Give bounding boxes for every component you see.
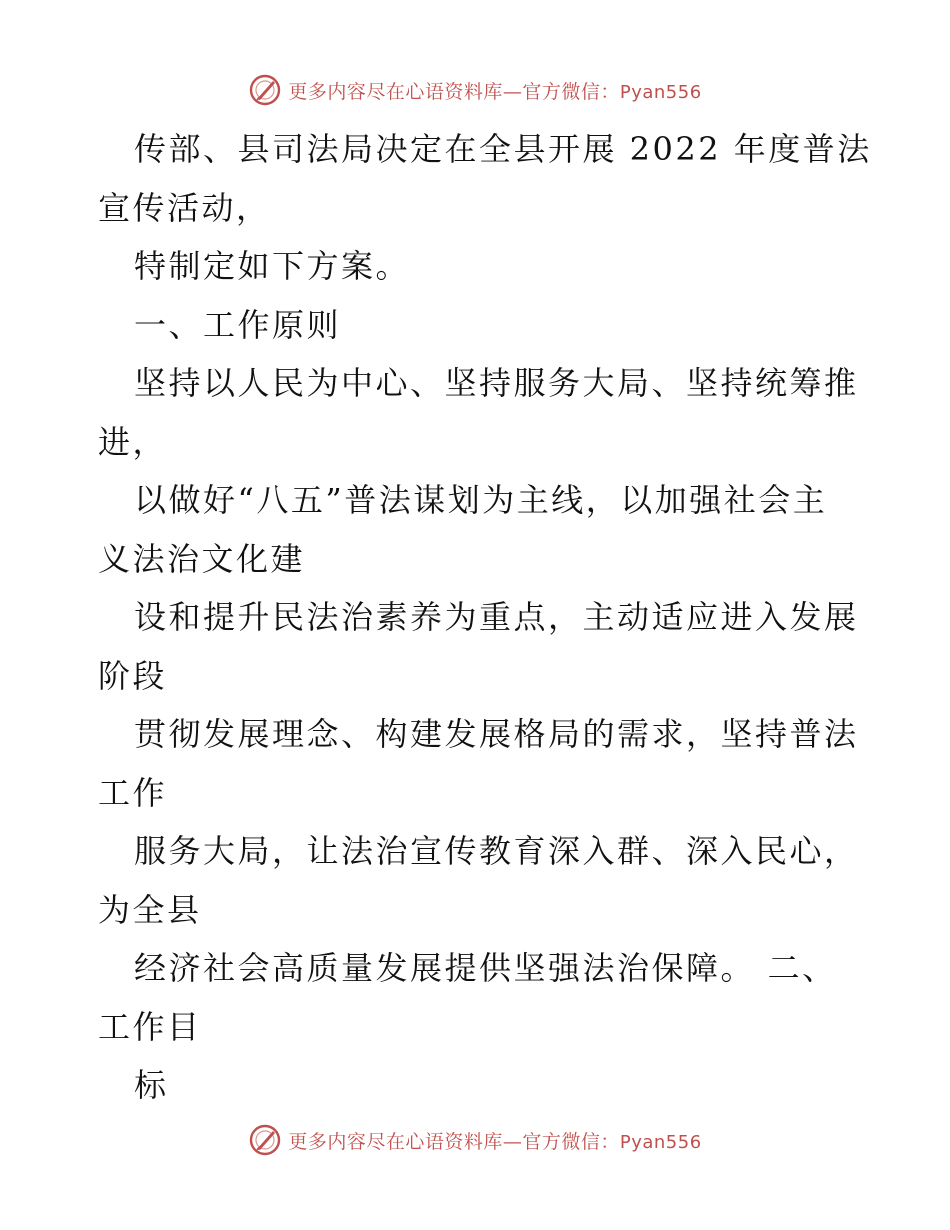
watermark-dash: — <box>502 80 523 103</box>
text-line: 设和提升民法治素养为重点，主动适应进入发展 <box>134 598 859 636</box>
quill-logo-icon <box>248 1123 282 1157</box>
watermark-site: 更多内容尽在心语资料库 <box>288 80 503 103</box>
footer-watermark <box>0 1122 950 1158</box>
text-line: 传部、县司法局决定在全县开展 2022 年度普法 <box>134 130 872 168</box>
watermark-wechat-id: Pyan556 <box>619 1131 702 1153</box>
text-line: 为全县 <box>98 890 202 929</box>
text-line: 特制定如下方案。 <box>134 247 411 285</box>
text-line: 义法治文化建 <box>98 539 306 578</box>
text-line: 坚持以人民为中心、坚持服务大局、坚持统筹推 <box>134 364 859 402</box>
text-line: 宣传活动， <box>98 188 271 227</box>
watermark-group <box>248 1123 701 1157</box>
text-line: 进， <box>98 422 168 461</box>
watermark-site: 更多内容尽在心语资料库 <box>288 1130 503 1153</box>
header-watermark <box>0 72 950 108</box>
watermark-wechat-id: Pyan556 <box>619 81 702 103</box>
text-line: 一、工作原则 <box>134 305 342 344</box>
text-line: 贯彻发展理念、构建发展格局的需求，坚持普法 <box>134 715 859 753</box>
text-line: 工作 <box>98 773 168 812</box>
watermark-wechat-label: 官方微信： <box>522 1130 620 1153</box>
watermark-dash: — <box>502 1130 523 1153</box>
text-line: 经济社会高质量发展提供坚强法治保障。 二、 <box>134 949 837 987</box>
quill-logo-icon <box>248 73 282 107</box>
document-body <box>98 120 872 1115</box>
text-line: 阶段 <box>98 656 168 695</box>
text-line: 以做好“八五”普法谋划为主线，以加强社会主 <box>134 481 828 519</box>
watermark-group <box>248 73 701 107</box>
watermark-wechat-label: 官方微信： <box>522 80 620 103</box>
text-line: 服务大局，让法治宣传教育深入群、深入民心， <box>134 832 859 870</box>
text-line: 工作目 <box>98 1007 202 1046</box>
text-line: 标 <box>134 1066 169 1104</box>
